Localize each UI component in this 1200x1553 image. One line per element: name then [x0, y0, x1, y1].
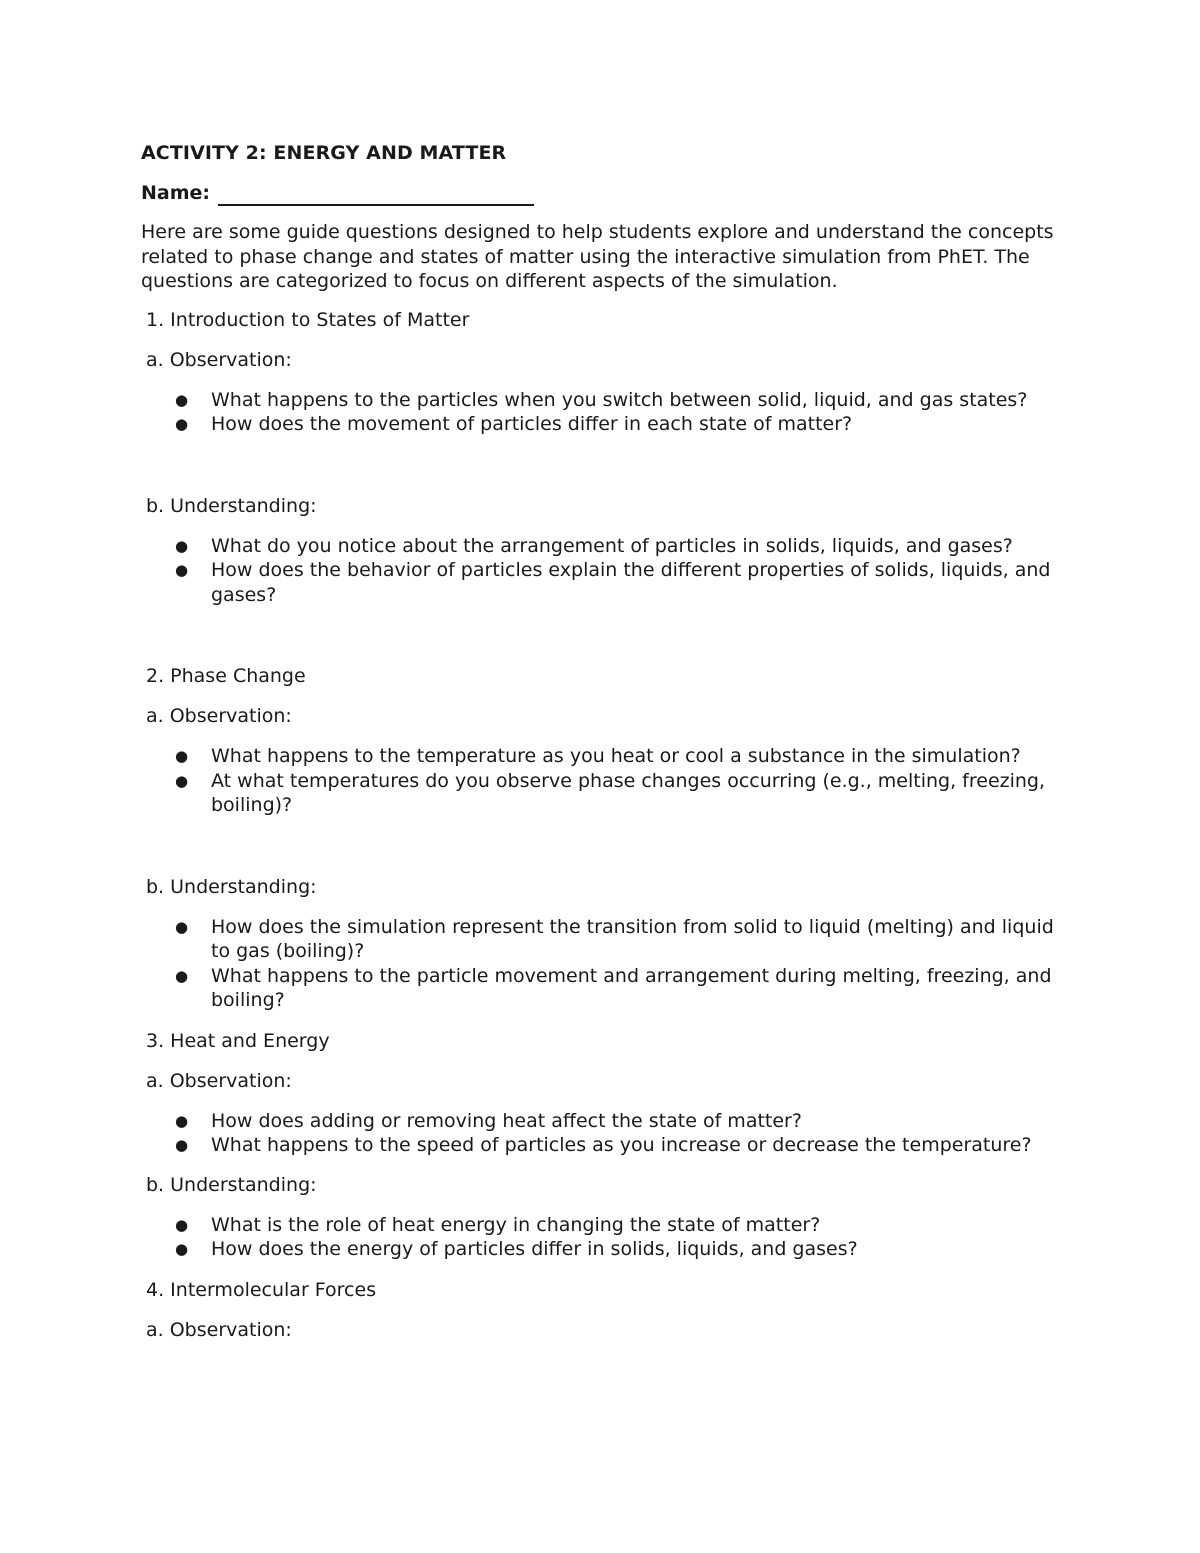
understanding-label-3: b. Understanding:	[146, 1173, 317, 1196]
list-item: ● How does the simulation represent the transition from solid to liquid (melting) and liquid to gas (boiling)?	[175, 915, 1054, 962]
section-heading-1: 1. Introduction to States of Matter	[146, 308, 470, 331]
list-item: ● How does the energy of particles differ in solids, liquids, and gases?	[175, 1238, 858, 1260]
observation-label-3: a. Observation:	[146, 1069, 292, 1092]
list-item: ● How does the movement of particles differ in each state of matter?	[175, 413, 853, 435]
list-item: ● What happens to the temperature as you heat or cool a substance in the simulation?	[175, 745, 1021, 767]
observation-label-1: a. Observation:	[146, 348, 292, 371]
bullet-icon: ●	[175, 561, 189, 579]
list-item: ● At what temperatures do you observe phase changes occurring (e.g., melting, freezing, boiling)?	[175, 769, 1046, 816]
observation-list-1	[141, 388, 1071, 437]
list-item: ● How does the behavior of particles explain the different properties of solids, liquids, and gases?	[175, 559, 1051, 606]
observation-label-4: a. Observation:	[146, 1318, 292, 1341]
bullet-icon: ●	[175, 966, 189, 985]
observation-list-2	[141, 744, 1071, 818]
bullet-icon: ●	[175, 1240, 189, 1258]
name-label: Name:	[141, 182, 211, 204]
bullet-icon: ●	[175, 747, 189, 765]
intro-paragraph: Here are some guide questions designed to help students explore and understand the concepts related to phase change and states of matter using the interactive simulation from PhET. The questions are categorized to focus on different aspects of the simulation.	[141, 221, 1054, 292]
bullet-icon: ●	[175, 1111, 189, 1130]
bullet-icon: ●	[175, 390, 189, 409]
list-item: ● How does adding or removing heat affect the state of matter?	[175, 1109, 802, 1132]
bullet-icon: ●	[175, 917, 189, 936]
page-title: ACTIVITY 2: ENERGY AND MATTER	[141, 142, 507, 164]
bullet-icon: ●	[175, 771, 189, 790]
understanding-list-1	[141, 534, 1071, 608]
list-item: ● What happens to the particles when you switch between solid, liquid, and gas states?	[175, 388, 1028, 411]
list-item: ● What happens to the particle movement and arrangement during melting, freezing, and boiling?	[175, 964, 1052, 1011]
list-item: ● What do you notice about the arrangement of particles in solids, liquids, and gases?	[175, 534, 1013, 557]
understanding-list-2	[141, 915, 1071, 1013]
bullet-icon: ●	[175, 1215, 189, 1234]
name-field-row	[141, 180, 1071, 206]
understanding-list-3	[141, 1213, 1071, 1262]
section-heading-3: 3. Heat and Energy	[146, 1029, 330, 1052]
understanding-label-2: b. Understanding:	[146, 875, 317, 898]
bullet-icon: ●	[175, 536, 189, 555]
bullet-icon: ●	[175, 1136, 189, 1154]
list-item: ● What is the role of heat energy in changing the state of matter?	[175, 1213, 821, 1236]
understanding-label-1: b. Understanding:	[146, 494, 317, 517]
list-item: ● What happens to the speed of particles as you increase or decrease the temperature?	[175, 1134, 1032, 1156]
name-field-blank[interactable]	[218, 184, 534, 206]
section-heading-4: 4. Intermolecular Forces	[146, 1278, 377, 1301]
section-heading-2: 2. Phase Change	[146, 665, 306, 687]
worksheet	[141, 140, 1071, 1343]
observation-label-2: a. Observation:	[146, 705, 292, 727]
observation-list-3	[141, 1109, 1071, 1158]
bullet-icon: ●	[175, 415, 189, 433]
